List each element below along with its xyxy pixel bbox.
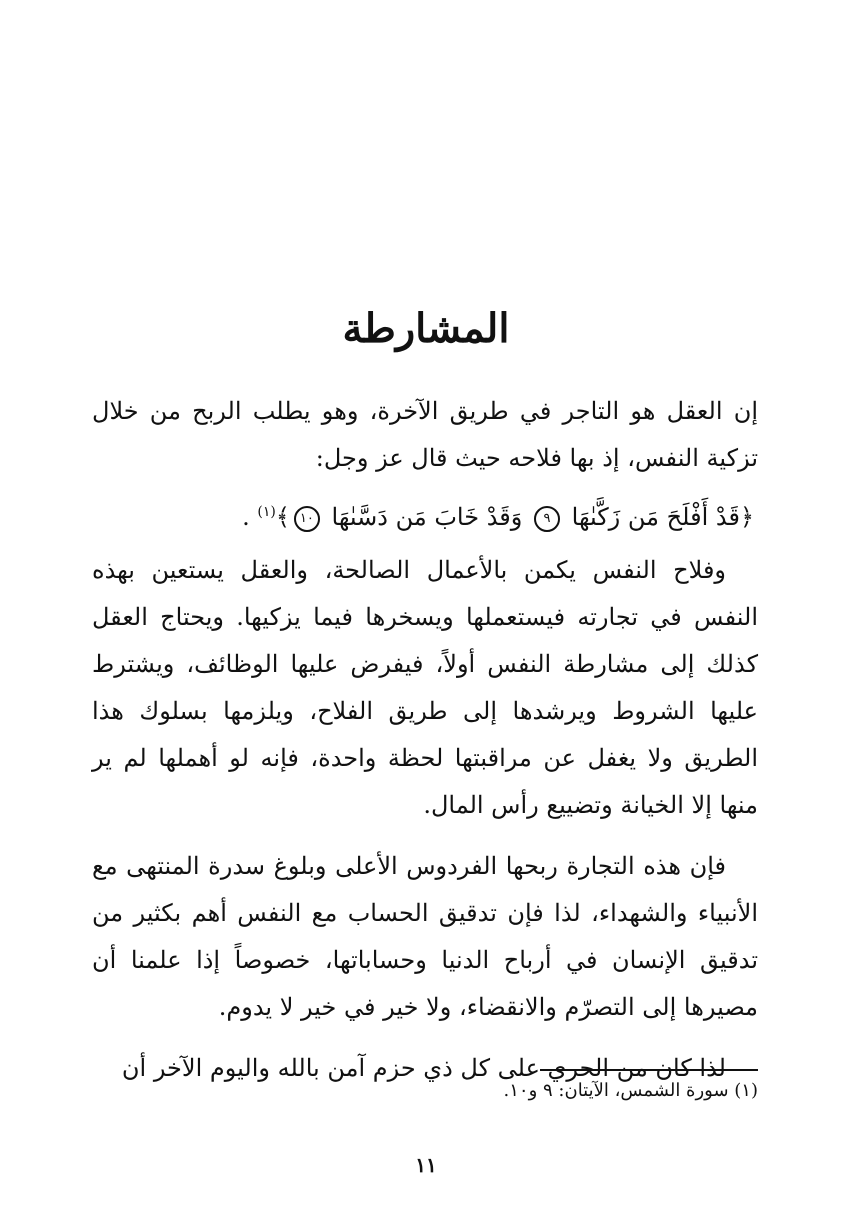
verse-close-bracket: ﴾ [275, 503, 290, 531]
body-text [92, 388, 758, 1092]
page-title: المشارطة [342, 304, 510, 352]
verse-part-1: قَدْ أَفْلَحَ مَن زَكَّىٰهَا [571, 503, 740, 531]
footnote-divider [540, 1069, 758, 1071]
paragraph-1: إن العقل هو التاجر في طريق الآخرة، وهو يطلب الربح من خلال تزكية النفس، إذ بها فلاحه حيث قال عز وجل: [92, 397, 758, 472]
footnote-reference: (١) [257, 504, 276, 520]
ayah-number-marker: ٩ [534, 506, 560, 532]
ayah-number-marker: ١٠ [294, 506, 320, 532]
verse-open-bracket: ﴿ [739, 503, 754, 531]
verse-end-period: . [242, 503, 250, 531]
quran-verse [92, 488, 758, 541]
paragraph-4: لذا كان من الحري على كل ذي حزم آمن بالله واليوم الآخر أن [121, 1054, 726, 1082]
paragraph-3: فإن هذه التجارة ربحها الفردوس الأعلى وبلوغ سدرة المنتهى مع الأنبياء والشهداء، لذا فإن تدقيق الحساب مع النفس أهم بكثير من تدقيق الإنسان في أرباح الدنيا وحساباتها، خصوصاً إذا علمنا أن مصيرها إلى التصرّم والانقضاء، ولا خير في خير لا يدوم. [92, 852, 758, 1021]
verse-part-2: وَقَدْ خَابَ مَن دَسَّىٰهَا [331, 503, 523, 531]
paragraph-2: وفلاح النفس يكمن بالأعمال الصالحة، والعقل يستعين بهذه النفس في تجارته فيستعملها ويسخرها فيما يزكيها. ويحتاج العقل كذلك إلى مشارطة النفس أولاً، فيفرض عليها الوظائف، ويشترط عليها الشروط ويرشدها إلى طريق الفلاح، ويلزمها بسلوك هذا الطريق ولا يغفل عن مراقبتها لحظة واحدة، فإنه لو أهملها لم ير منها إلا الخيانة وتضييع رأس المال. [92, 556, 758, 819]
footnote: (١) سورة الشمس، الآيتان: ٩ و١٠. [503, 1080, 758, 1101]
page-number: ١١ [415, 1153, 437, 1177]
